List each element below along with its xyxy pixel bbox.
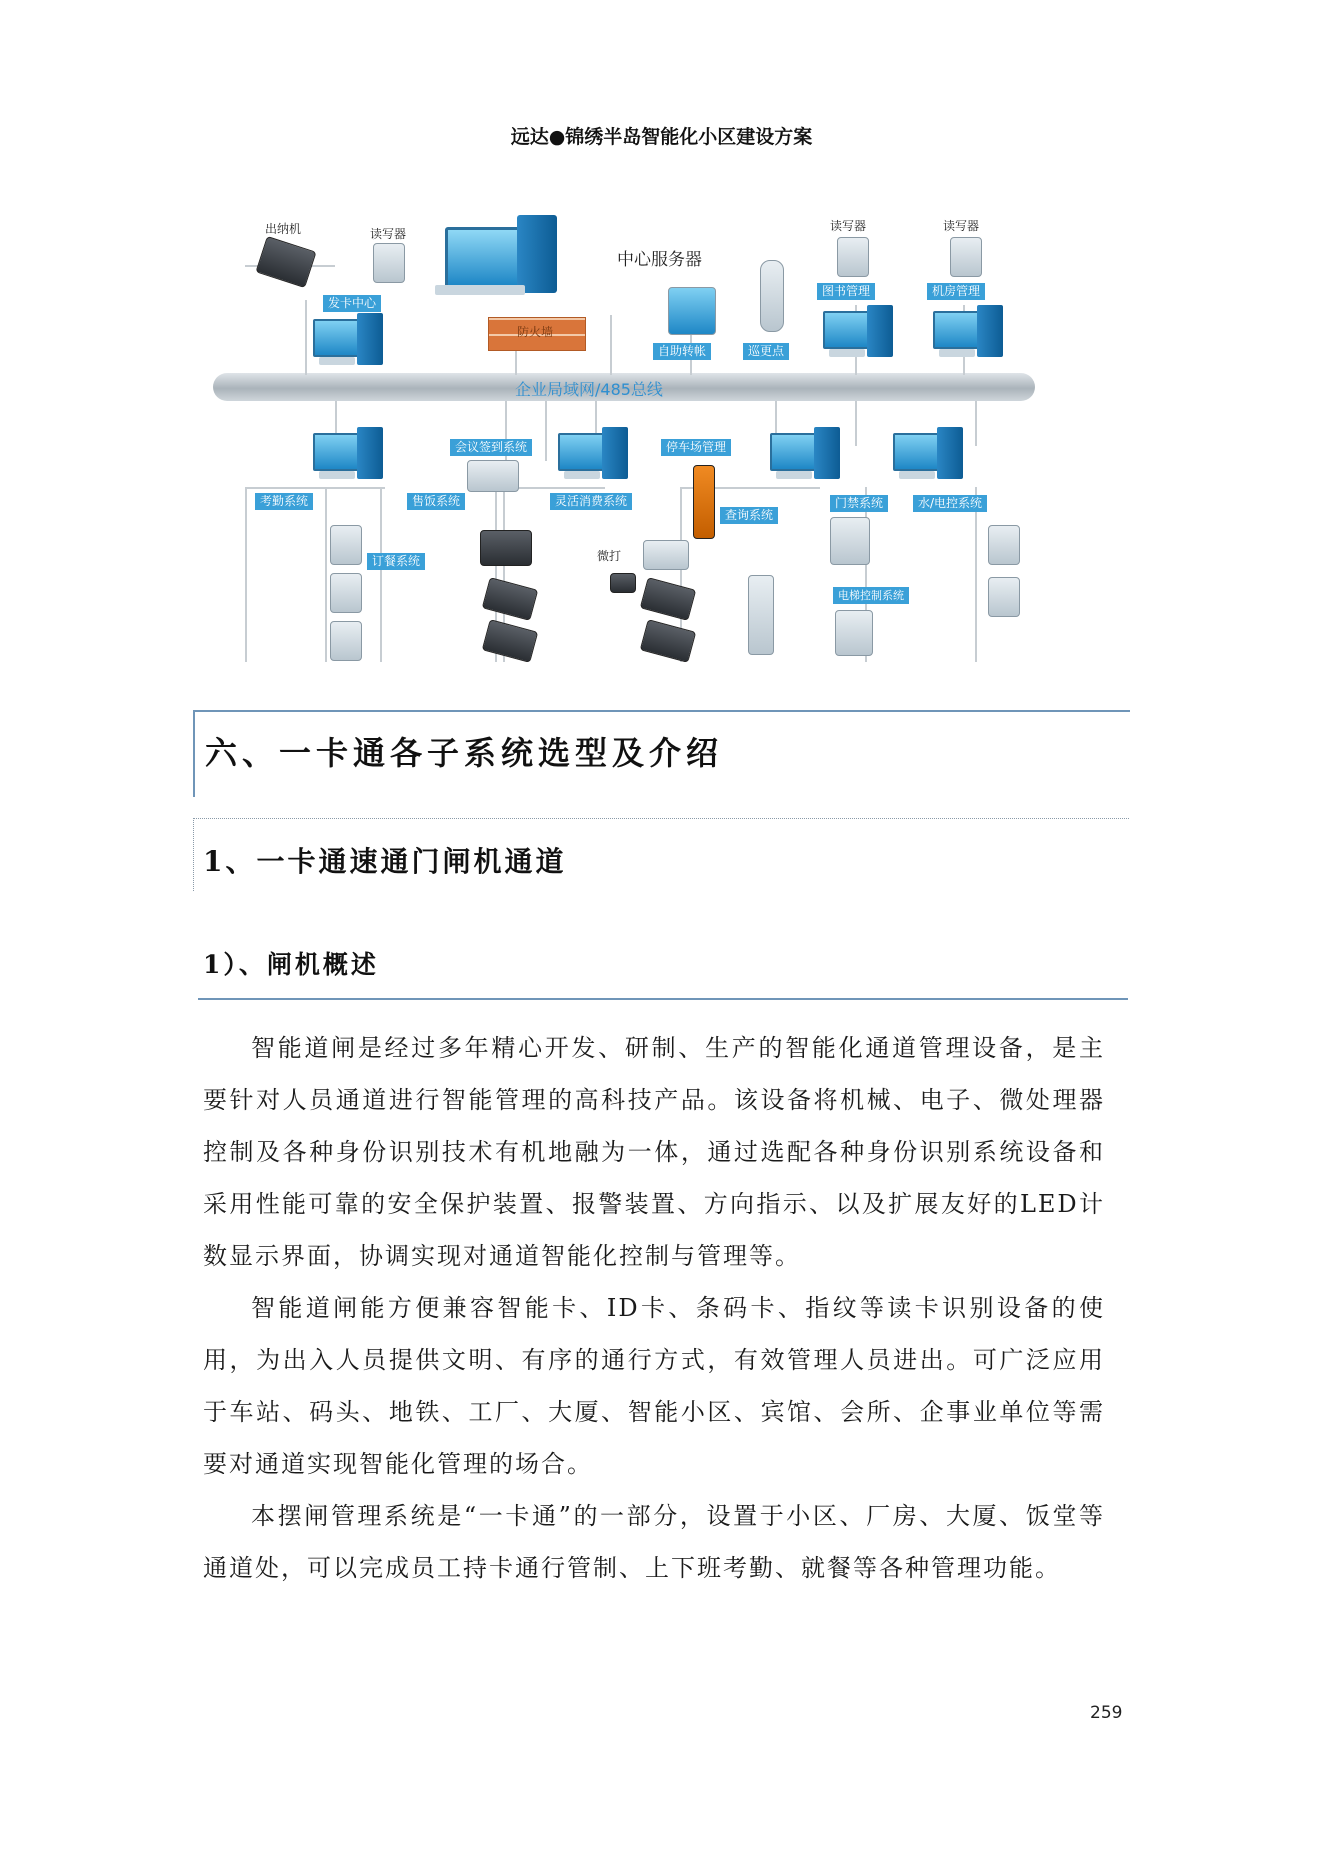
- cashier-device: [255, 236, 316, 288]
- flexible-pay-pos-1: [640, 577, 697, 621]
- access-control-label: 门禁系统: [830, 495, 888, 512]
- card-center-pc: [313, 313, 385, 371]
- patrol-point-device: [760, 260, 784, 332]
- flexible-pay-label: 灵活消费系统: [550, 493, 632, 510]
- reader-label-1: 读写器: [370, 227, 407, 241]
- library-pc: [823, 305, 895, 363]
- flexible-pay-terminal: [643, 540, 689, 570]
- document-header: 远达●锦绣半岛智能化小区建设方案: [510, 126, 813, 148]
- system-diagram: [205, 205, 1045, 670]
- utility-meter-2: [988, 577, 1020, 617]
- meeting-signin-device: [467, 460, 519, 492]
- parking-label: 停车场管理: [661, 439, 731, 456]
- parking-terminal: [693, 465, 715, 539]
- card-reader-2: [837, 237, 869, 277]
- micro-printer: [610, 573, 636, 593]
- self-transfer-label: 自助转帐: [653, 343, 711, 360]
- query-label: 查询系统: [720, 507, 778, 524]
- flexible-pay-pos-2: [640, 619, 697, 663]
- paragraph-3: 本摆闸管理系统是“一卡通”的一部分，设置于小区、厂房、大厦、饭堂等通道处，可以完成员工持卡通行管制、上下班考勤、就餐等各种管理功能。: [203, 1502, 1105, 1582]
- ordering-label: 订餐系统: [367, 553, 425, 570]
- card-reader-3: [950, 237, 982, 277]
- attendance-terminal-2: [330, 573, 362, 613]
- meal-sale-pos-2: [482, 619, 539, 663]
- card-reader-1: [373, 243, 405, 283]
- query-kiosk: [748, 575, 774, 655]
- central-server-label: 中心服务器: [617, 250, 702, 270]
- attendance-terminal-1: [330, 525, 362, 565]
- paragraph-2: 智能道闸能方便兼容智能卡、ID卡、条码卡、指纹等读卡识别设备的使用，为出入人员提供文明、有序的通行方式，有效管理人员进出。可广泛应用于车站、码头、地铁、工厂、大厦、智能小区、宾馆、会所、企事业单位等需要对通道实现智能化管理的场合。: [203, 1294, 1105, 1478]
- meal-sale-terminal: [480, 530, 532, 566]
- attendance-pc: [313, 427, 385, 485]
- computer-room-pc: [933, 305, 1005, 363]
- elevator-controller: [835, 610, 873, 656]
- card-center-label: 发卡中心: [323, 295, 381, 312]
- sub-subsection-heading: 1）、闸机概述: [203, 950, 379, 979]
- utility-pc: [893, 427, 965, 485]
- utility-label: 水/电控系统: [913, 495, 987, 512]
- central-server-pc: [445, 215, 575, 310]
- subsection-heading: 1、一卡通速通门闸机通道: [203, 845, 567, 878]
- access-controller: [830, 517, 870, 565]
- meal-sale-label: 售饭系统: [407, 493, 465, 510]
- attendance-terminal-3: [330, 621, 362, 661]
- library-label: 图书管理: [817, 283, 875, 300]
- page-number: 259: [1090, 1703, 1123, 1723]
- meeting-signin-label: 会议签到系统: [450, 439, 532, 456]
- flexible-pay-pc: [558, 427, 630, 485]
- utility-meter-1: [988, 525, 1020, 565]
- attendance-label: 考勤系统: [255, 493, 313, 510]
- heading-rule: [198, 998, 1128, 1000]
- elevator-label: 电梯控制系统: [833, 587, 909, 604]
- reader-label-3: 读写器: [943, 219, 980, 233]
- bus-label: 企业局域网/485总线: [515, 380, 663, 399]
- reader-label-2: 读写器: [830, 219, 867, 233]
- patrol-point-label: 巡更点: [743, 343, 789, 360]
- self-transfer-terminal: [668, 287, 716, 335]
- micro-print-label: 微打: [597, 549, 622, 563]
- computer-room-label: 机房管理: [927, 283, 985, 300]
- meal-sale-pos-1: [482, 577, 539, 621]
- firewall-label: 防火墙: [517, 325, 554, 339]
- section-heading: 六、一卡通各子系统选型及介绍: [205, 734, 724, 772]
- cashier-label: 出纳机: [265, 222, 302, 236]
- access-control-pc: [770, 427, 842, 485]
- body-text: [203, 1022, 1105, 1594]
- paragraph-1: 智能道闸是经过多年精心开发、研制、生产的智能化通道管理设备，是主要针对人员通道进行智能管理的高科技产品。该设备将机械、电子、微处理器控制及各种身份识别技术有机地融为一体，通过选配各种身份识别系统设备和采用性能可靠的安全保护装置、报警装置、方向指示、以及扩展友好的LED计数显示界面，协调实现对通道智能化控制与管理等。: [203, 1034, 1105, 1270]
